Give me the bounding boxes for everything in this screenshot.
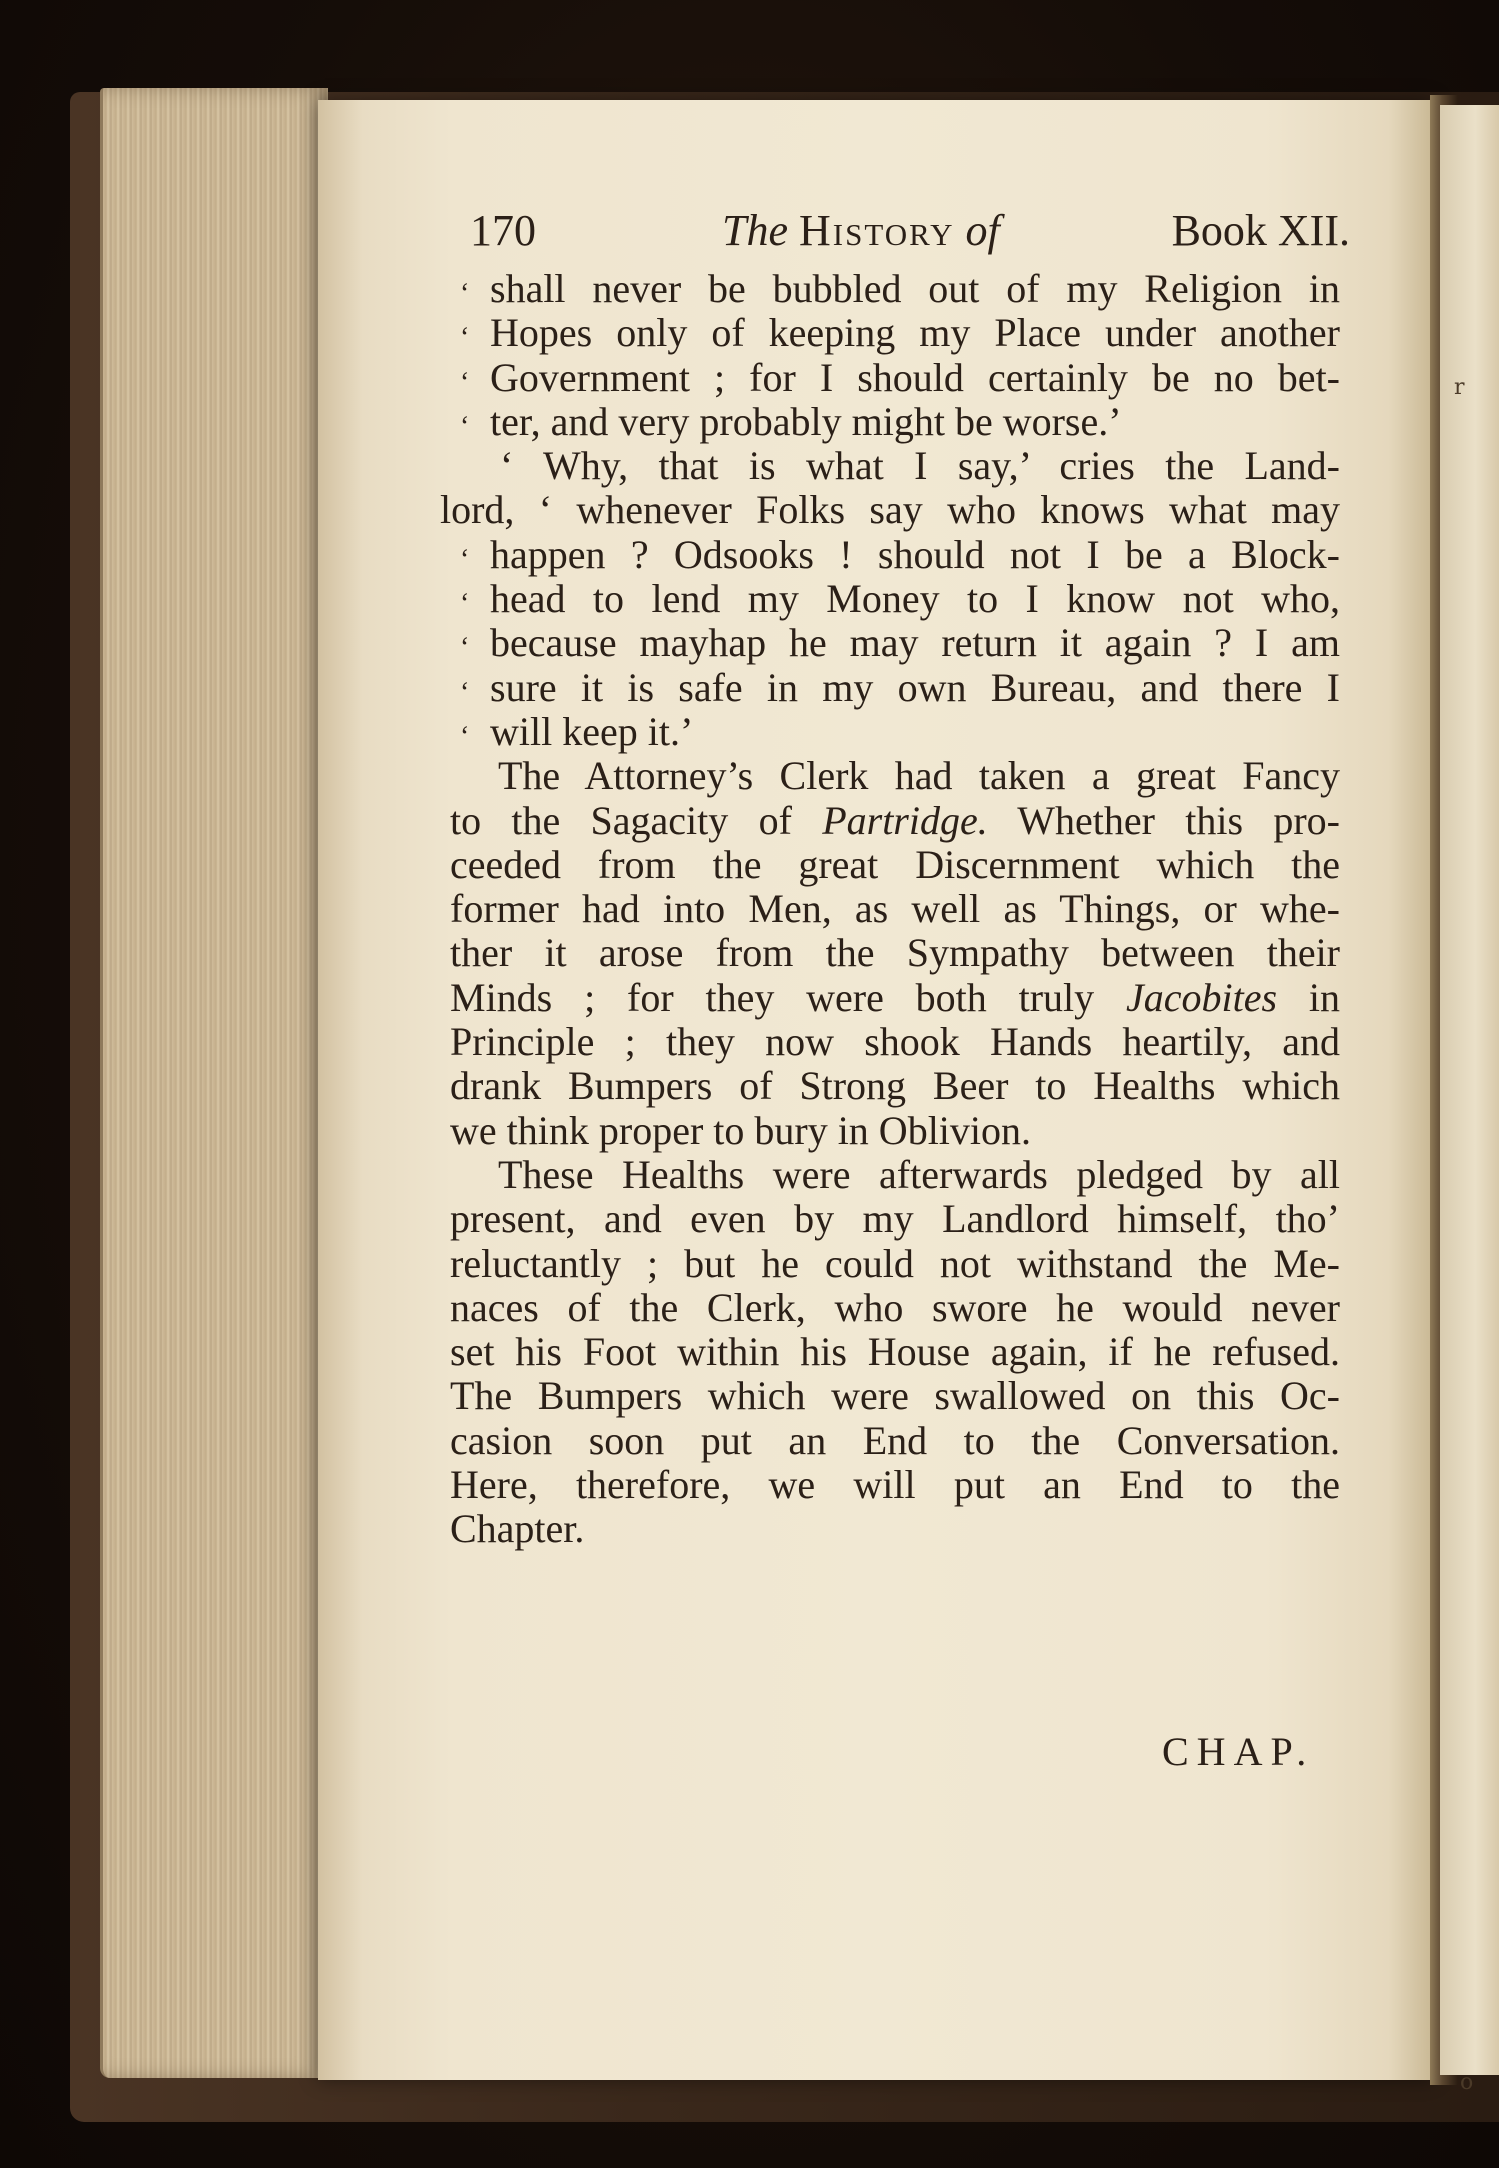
text-line: ceeded from the great Discernment which the [450,841,1340,887]
text-line: ‘ head to lend my Money to I know not who, [460,576,1340,622]
facing-page-mark: o [1460,2070,1474,2095]
facing-page-edge [1440,105,1499,2095]
text-line: Here, therefore, we will put an End to the [450,1462,1340,1508]
title-main: History [799,206,955,255]
text-line: ‘ shall never be bubbled out of my Religion in [460,266,1340,311]
text-line: Chapter. [450,1506,585,1552]
text-line: former had into Men, as well as Things, or whe- [450,886,1340,932]
title-suffix: of [965,206,1000,255]
text-line: These Healths were afterwards pledged by all [498,1151,1340,1197]
name-partridge: Partridge. [822,797,988,843]
page-edges [100,88,328,2078]
text-line: Principle ; they now shook Hands heartily, and [450,1019,1340,1065]
text-line: reluctantly ; but he could not withstand the Me- [450,1240,1340,1286]
book-number: Book XII. [1171,206,1350,255]
text-line: ‘ Government ; for I should certainly be no bet- [460,354,1340,400]
paragraph-2 [450,754,1340,1153]
page-number: 170 [470,206,536,255]
text-line: set his Foot within his House again, if he refused. [450,1329,1340,1375]
text-line: ‘ Why, that is what I say,’ cries the Land- [500,443,1340,489]
facing-page-mark: r [1454,375,1465,400]
text-line: ‘ Hopes only of keeping my Place under another [460,310,1340,356]
title-prefix: The [722,206,788,255]
text-line: we think proper to bury in Oblivion. [450,1107,1032,1153]
text-line: ‘ sure it is safe in my own Bureau, and there I [460,664,1340,710]
paragraph-3 [450,1153,1340,1552]
page-text [440,205,1350,1552]
text-line: ‘ will keep it.’ [460,708,694,754]
paragraph-1 [440,266,1340,754]
text-line: present, and even by my Landlord himself, tho’ [450,1196,1340,1242]
text-line: lord, ‘ whenever Folks say who knows what may [440,487,1340,533]
text-line: to the Sagacity of Partridge. Whether this pro- [450,797,1340,843]
text-line: drank Bumpers of Strong Beer to Healths which [450,1063,1340,1109]
text-line: casion soon put an End to the Conversation. [450,1417,1340,1463]
text-line: Minds ; for they were both truly Jacobites in [450,974,1341,1020]
text-line: ‘ happen ? Odsooks ! should not I be a Block- [460,531,1340,577]
running-title [722,205,1000,256]
name-jacobites: Jacobites [1126,974,1278,1020]
text-line: ‘ because mayhap he may return it again ? I am [460,620,1340,666]
text-line: ther it arose from the Sympathy between their [450,930,1340,976]
text-line: naces of the Clerk, who swore he would never [450,1284,1340,1330]
catchword: CHAP. [1162,1729,1315,1774]
running-head [470,205,1350,267]
text-line: The Bumpers which were swallowed on this Oc- [450,1373,1340,1419]
text-line: The Attorney’s Clerk had taken a great Fancy [498,753,1340,799]
text-line: ‘ ter, and very probably might be worse.’ [460,398,1122,444]
